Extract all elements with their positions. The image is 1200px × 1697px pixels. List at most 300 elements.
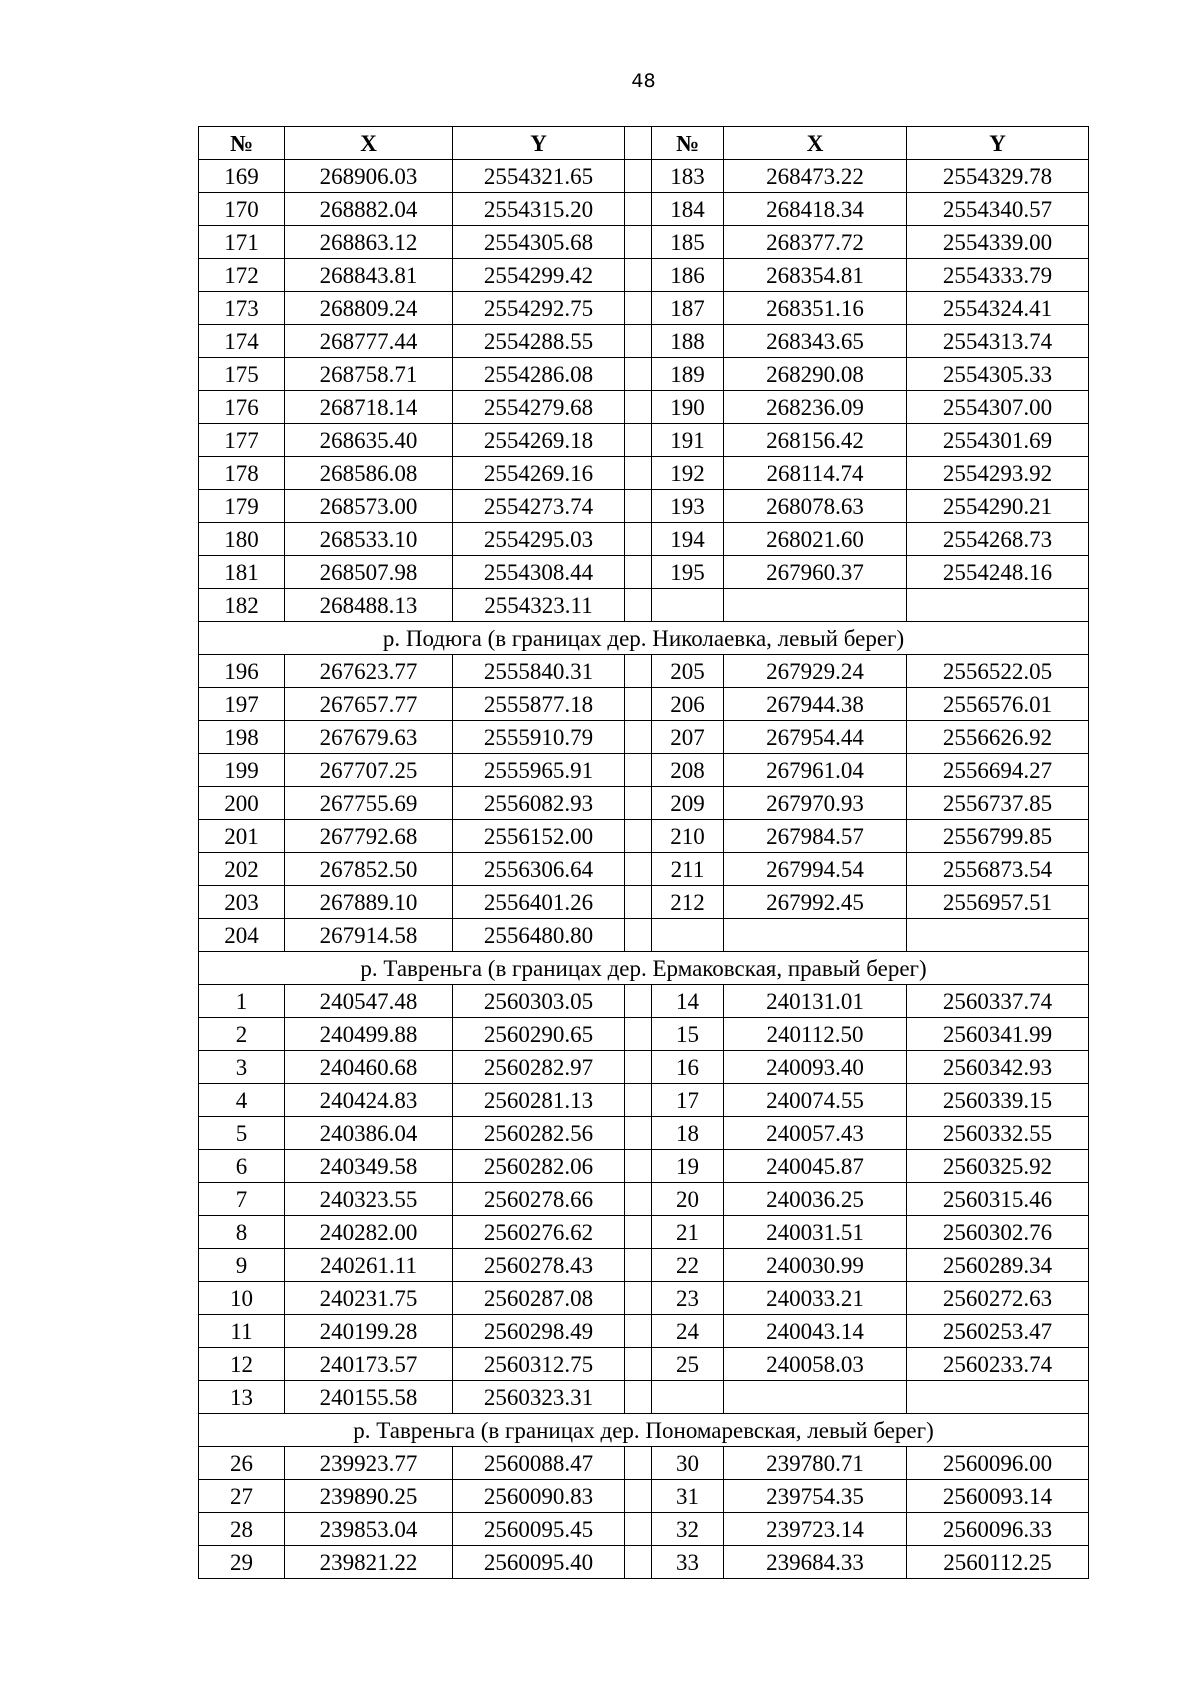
point-number-left: 203: [199, 886, 285, 919]
section-title-row: [199, 1414, 1089, 1447]
gap-cell: [625, 1084, 652, 1117]
point-number-right: 185: [652, 226, 724, 259]
gap-cell: [625, 1117, 652, 1150]
table-row: [199, 1084, 1089, 1117]
point-number-right: 192: [652, 457, 724, 490]
point-number-right: 31: [652, 1480, 724, 1513]
header-gap: [625, 127, 652, 160]
table-row: [199, 1282, 1089, 1315]
x-coordinate-right: 240033.21: [724, 1282, 907, 1315]
point-number-right: 20: [652, 1183, 724, 1216]
x-coordinate-left: 268809.24: [285, 292, 453, 325]
y-coordinate-right: 2560315.46: [907, 1183, 1089, 1216]
point-number-right: 25: [652, 1348, 724, 1381]
point-number-left: 29: [199, 1546, 285, 1579]
point-number-left: 170: [199, 193, 285, 226]
y-coordinate-right: 2560342.93: [907, 1051, 1089, 1084]
point-number-left: 178: [199, 457, 285, 490]
point-number-left: 200: [199, 787, 285, 820]
y-coordinate-right: 2560332.55: [907, 1117, 1089, 1150]
point-number-right: 193: [652, 490, 724, 523]
y-coordinate-right: 2554268.73: [907, 523, 1089, 556]
x-coordinate-right: 267961.04: [724, 754, 907, 787]
point-number-left: 198: [199, 721, 285, 754]
point-number-right: 14: [652, 985, 724, 1018]
table-row: [199, 754, 1089, 787]
x-coordinate-right: 267992.45: [724, 886, 907, 919]
x-coordinate-left: 240173.57: [285, 1348, 453, 1381]
point-number-right: 33: [652, 1546, 724, 1579]
y-coordinate-right: 2556694.27: [907, 754, 1089, 787]
y-coordinate-right: 2554293.92: [907, 457, 1089, 490]
y-coordinate-right: 2554290.21: [907, 490, 1089, 523]
x-coordinate-left: 267679.63: [285, 721, 453, 754]
point-number-left: 179: [199, 490, 285, 523]
gap-cell: [625, 1018, 652, 1051]
table-row: [199, 490, 1089, 523]
point-number-right: 209: [652, 787, 724, 820]
point-number-right: 19: [652, 1150, 724, 1183]
point-number-left: 2: [199, 1018, 285, 1051]
y-coordinate-right: 2560096.00: [907, 1447, 1089, 1480]
x-coordinate-right: 267954.44: [724, 721, 907, 754]
x-coordinate-right: 239780.71: [724, 1447, 907, 1480]
x-coordinate-right: 268418.34: [724, 193, 907, 226]
x-coordinate-left: 267792.68: [285, 820, 453, 853]
section-title: р. Тавреньга (в границах дер. Пономаревская, левый берег): [199, 1414, 1089, 1447]
point-number-right: 189: [652, 358, 724, 391]
y-coordinate-right: 2554307.00: [907, 391, 1089, 424]
gap-cell: [625, 1447, 652, 1480]
point-number-right: 211: [652, 853, 724, 886]
x-coordinate-left: 239923.77: [285, 1447, 453, 1480]
point-number-right: 191: [652, 424, 724, 457]
table-row: [199, 160, 1089, 193]
table-row: [199, 1546, 1089, 1579]
point-number-right: 195: [652, 556, 724, 589]
gap-cell: [625, 523, 652, 556]
point-number-left: 5: [199, 1117, 285, 1150]
y-coordinate-left: 2560282.97: [453, 1051, 625, 1084]
x-coordinate-right: 268354.81: [724, 259, 907, 292]
x-coordinate-left: 239853.04: [285, 1513, 453, 1546]
x-coordinate-left: 240199.28: [285, 1315, 453, 1348]
gap-cell: [625, 556, 652, 589]
y-coordinate-right: 2560289.34: [907, 1249, 1089, 1282]
point-number-left: 10: [199, 1282, 285, 1315]
gap-cell: [625, 1546, 652, 1579]
point-number-right: 205: [652, 655, 724, 688]
x-coordinate-right: 268156.42: [724, 424, 907, 457]
x-coordinate-right: 267970.93: [724, 787, 907, 820]
gap-cell: [625, 1513, 652, 1546]
x-coordinate-right: 267960.37: [724, 556, 907, 589]
x-coordinate-right: 268351.16: [724, 292, 907, 325]
gap-cell: [625, 688, 652, 721]
x-coordinate-left: 267623.77: [285, 655, 453, 688]
point-number-right: 183: [652, 160, 724, 193]
x-coordinate-left: 267755.69: [285, 787, 453, 820]
x-coordinate-left: 268533.10: [285, 523, 453, 556]
gap-cell: [625, 424, 652, 457]
gap-cell: [625, 820, 652, 853]
x-coordinate-right: 240057.43: [724, 1117, 907, 1150]
point-number-right: 186: [652, 259, 724, 292]
x-coordinate-right: 240093.40: [724, 1051, 907, 1084]
y-coordinate-right: 2560337.74: [907, 985, 1089, 1018]
y-coordinate-left: 2560090.83: [453, 1480, 625, 1513]
gap-cell: [625, 1150, 652, 1183]
y-coordinate-left: 2556152.00: [453, 820, 625, 853]
point-number-right: 194: [652, 523, 724, 556]
gap-cell: [625, 1381, 652, 1414]
y-coordinate-left: 2560282.06: [453, 1150, 625, 1183]
table-row: [199, 820, 1089, 853]
x-coordinate-right: 240031.51: [724, 1216, 907, 1249]
table-row: [199, 1183, 1089, 1216]
y-coordinate-left: 2554279.68: [453, 391, 625, 424]
point-number-left: 197: [199, 688, 285, 721]
header-number-right: №: [652, 127, 724, 160]
x-coordinate-right: 268236.09: [724, 391, 907, 424]
y-coordinate-left: 2560282.56: [453, 1117, 625, 1150]
y-coordinate-right: 2554329.78: [907, 160, 1089, 193]
x-coordinate-left: 240261.11: [285, 1249, 453, 1282]
point-number-left: 171: [199, 226, 285, 259]
y-coordinate-left: 2560323.31: [453, 1381, 625, 1414]
x-coordinate-left: 268758.71: [285, 358, 453, 391]
table-row: [199, 193, 1089, 226]
x-coordinate-left: 267707.25: [285, 754, 453, 787]
point-number-right: 212: [652, 886, 724, 919]
table-row: [199, 886, 1089, 919]
table-row: [199, 391, 1089, 424]
x-coordinate-right: [724, 919, 907, 952]
table-row: [199, 226, 1089, 259]
point-number-right: 188: [652, 325, 724, 358]
y-coordinate-right: 2556873.54: [907, 853, 1089, 886]
point-number-left: 174: [199, 325, 285, 358]
gap-cell: [625, 1282, 652, 1315]
y-coordinate-left: 2560095.40: [453, 1546, 625, 1579]
y-coordinate-right: 2560233.74: [907, 1348, 1089, 1381]
y-coordinate-right: 2554301.69: [907, 424, 1089, 457]
point-number-left: 9: [199, 1249, 285, 1282]
point-number-right: 210: [652, 820, 724, 853]
y-coordinate-right: 2554305.33: [907, 358, 1089, 391]
point-number-left: 182: [199, 589, 285, 622]
x-coordinate-right: 239754.35: [724, 1480, 907, 1513]
y-coordinate-right: 2560339.15: [907, 1084, 1089, 1117]
x-coordinate-right: 268078.63: [724, 490, 907, 523]
header-x-right: X: [724, 127, 907, 160]
y-coordinate-right: 2560272.63: [907, 1282, 1089, 1315]
table-row: [199, 1447, 1089, 1480]
x-coordinate-left: 240282.00: [285, 1216, 453, 1249]
point-number-left: 27: [199, 1480, 285, 1513]
header-y-right: Y: [907, 127, 1089, 160]
y-coordinate-right: 2560096.33: [907, 1513, 1089, 1546]
y-coordinate-left: 2555877.18: [453, 688, 625, 721]
y-coordinate-left: 2560303.05: [453, 985, 625, 1018]
header-y-left: Y: [453, 127, 625, 160]
x-coordinate-left: 267914.58: [285, 919, 453, 952]
x-coordinate-left: 240460.68: [285, 1051, 453, 1084]
point-number-right: 207: [652, 721, 724, 754]
x-coordinate-left: 240547.48: [285, 985, 453, 1018]
y-coordinate-left: 2560278.66: [453, 1183, 625, 1216]
point-number-left: 202: [199, 853, 285, 886]
point-number-left: 13: [199, 1381, 285, 1414]
x-coordinate-right: 240131.01: [724, 985, 907, 1018]
x-coordinate-left: 268843.81: [285, 259, 453, 292]
y-coordinate-left: 2556401.26: [453, 886, 625, 919]
table-header-row: [199, 127, 1089, 160]
gap-cell: [625, 655, 652, 688]
y-coordinate-right: 2560325.92: [907, 1150, 1089, 1183]
y-coordinate-right: [907, 919, 1089, 952]
x-coordinate-left: 268777.44: [285, 325, 453, 358]
x-coordinate-left: 267852.50: [285, 853, 453, 886]
point-number-right: 190: [652, 391, 724, 424]
x-coordinate-right: 268377.72: [724, 226, 907, 259]
point-number-right: 208: [652, 754, 724, 787]
point-number-right: 206: [652, 688, 724, 721]
table-row: [199, 424, 1089, 457]
point-number-right: [652, 1381, 724, 1414]
x-coordinate-right: 268290.08: [724, 358, 907, 391]
y-coordinate-left: 2556306.64: [453, 853, 625, 886]
y-coordinate-left: 2555910.79: [453, 721, 625, 754]
gap-cell: [625, 160, 652, 193]
y-coordinate-left: 2560088.47: [453, 1447, 625, 1480]
gap-cell: [625, 490, 652, 523]
y-coordinate-left: 2554308.44: [453, 556, 625, 589]
x-coordinate-right: 240112.50: [724, 1018, 907, 1051]
x-coordinate-right: 268114.74: [724, 457, 907, 490]
gap-cell: [625, 1216, 652, 1249]
gap-cell: [625, 985, 652, 1018]
point-number-left: 6: [199, 1150, 285, 1183]
point-number-right: 24: [652, 1315, 724, 1348]
point-number-left: 7: [199, 1183, 285, 1216]
gap-cell: [625, 259, 652, 292]
table-row: [199, 457, 1089, 490]
point-number-left: 8: [199, 1216, 285, 1249]
gap-cell: [625, 919, 652, 952]
y-coordinate-left: 2554299.42: [453, 259, 625, 292]
y-coordinate-left: 2556480.80: [453, 919, 625, 952]
gap-cell: [625, 325, 652, 358]
point-number-left: 180: [199, 523, 285, 556]
y-coordinate-right: 2554339.00: [907, 226, 1089, 259]
x-coordinate-left: 240349.58: [285, 1150, 453, 1183]
gap-cell: [625, 1315, 652, 1348]
x-coordinate-right: 239723.14: [724, 1513, 907, 1546]
x-coordinate-right: 268021.60: [724, 523, 907, 556]
point-number-right: 22: [652, 1249, 724, 1282]
section-title-row: [199, 622, 1089, 655]
page-number: 48: [631, 70, 656, 92]
y-coordinate-right: 2560253.47: [907, 1315, 1089, 1348]
x-coordinate-left: 239890.25: [285, 1480, 453, 1513]
x-coordinate-right: 240074.55: [724, 1084, 907, 1117]
point-number-right: [652, 589, 724, 622]
table-row: [199, 1150, 1089, 1183]
table-row: [199, 523, 1089, 556]
section-title-row: [199, 952, 1089, 985]
x-coordinate-left: 240424.83: [285, 1084, 453, 1117]
y-coordinate-right: 2556957.51: [907, 886, 1089, 919]
point-number-right: 18: [652, 1117, 724, 1150]
point-number-left: 28: [199, 1513, 285, 1546]
y-coordinate-right: 2556799.85: [907, 820, 1089, 853]
table-row: [199, 1480, 1089, 1513]
section-title: р. Тавреньга (в границах дер. Ермаковская, правый берег): [199, 952, 1089, 985]
gap-cell: [625, 457, 652, 490]
x-coordinate-left: 267657.77: [285, 688, 453, 721]
y-coordinate-left: 2556082.93: [453, 787, 625, 820]
y-coordinate-left: 2554295.03: [453, 523, 625, 556]
section-title: р. Подюга (в границах дер. Николаевка, левый берег): [199, 622, 1089, 655]
table-row: [199, 688, 1089, 721]
x-coordinate-left: 268718.14: [285, 391, 453, 424]
y-coordinate-left: 2554269.18: [453, 424, 625, 457]
y-coordinate-right: [907, 589, 1089, 622]
table-row: [199, 1117, 1089, 1150]
gap-cell: [625, 193, 652, 226]
y-coordinate-left: 2554323.11: [453, 589, 625, 622]
point-number-left: 177: [199, 424, 285, 457]
table-row: [199, 787, 1089, 820]
table-body: [199, 160, 1089, 1579]
x-coordinate-left: 240323.55: [285, 1183, 453, 1216]
y-coordinate-left: 2554286.08: [453, 358, 625, 391]
x-coordinate-right: 240036.25: [724, 1183, 907, 1216]
table-row: [199, 1513, 1089, 1546]
y-coordinate-left: 2555965.91: [453, 754, 625, 787]
x-coordinate-left: 240231.75: [285, 1282, 453, 1315]
y-coordinate-left: 2554292.75: [453, 292, 625, 325]
x-coordinate-left: 267889.10: [285, 886, 453, 919]
y-coordinate-right: 2556576.01: [907, 688, 1089, 721]
point-number-left: 11: [199, 1315, 285, 1348]
x-coordinate-left: 240499.88: [285, 1018, 453, 1051]
table-row: [199, 556, 1089, 589]
y-coordinate-left: 2560298.49: [453, 1315, 625, 1348]
x-coordinate-left: 268863.12: [285, 226, 453, 259]
point-number-left: 26: [199, 1447, 285, 1480]
gap-cell: [625, 754, 652, 787]
header-x-left: X: [285, 127, 453, 160]
y-coordinate-right: 2556522.05: [907, 655, 1089, 688]
gap-cell: [625, 787, 652, 820]
table-row: [199, 919, 1089, 952]
x-coordinate-left: 268635.40: [285, 424, 453, 457]
point-number-left: 3: [199, 1051, 285, 1084]
gap-cell: [625, 226, 652, 259]
gap-cell: [625, 391, 652, 424]
point-number-right: 16: [652, 1051, 724, 1084]
y-coordinate-left: 2560287.08: [453, 1282, 625, 1315]
x-coordinate-right: 267944.38: [724, 688, 907, 721]
point-number-left: 204: [199, 919, 285, 952]
point-number-left: 1: [199, 985, 285, 1018]
x-coordinate-right: 239684.33: [724, 1546, 907, 1579]
table-row: [199, 853, 1089, 886]
table-row: [199, 358, 1089, 391]
x-coordinate-left: 268906.03: [285, 160, 453, 193]
y-coordinate-left: 2554321.65: [453, 160, 625, 193]
x-coordinate-right: 267984.57: [724, 820, 907, 853]
header-number-left: №: [199, 127, 285, 160]
y-coordinate-left: 2560278.43: [453, 1249, 625, 1282]
table-row: [199, 1216, 1089, 1249]
x-coordinate-right: [724, 589, 907, 622]
gap-cell: [625, 1183, 652, 1216]
point-number-right: 21: [652, 1216, 724, 1249]
table-row: [199, 259, 1089, 292]
gap-cell: [625, 853, 652, 886]
point-number-right: 23: [652, 1282, 724, 1315]
gap-cell: [625, 292, 652, 325]
point-number-left: 173: [199, 292, 285, 325]
y-coordinate-right: 2554340.57: [907, 193, 1089, 226]
x-coordinate-left: 239821.22: [285, 1546, 453, 1579]
table-row: [199, 1018, 1089, 1051]
point-number-right: 17: [652, 1084, 724, 1117]
table-row: [199, 1381, 1089, 1414]
x-coordinate-left: 268507.98: [285, 556, 453, 589]
x-coordinate-right: 240058.03: [724, 1348, 907, 1381]
point-number-left: 169: [199, 160, 285, 193]
y-coordinate-left: 2560281.13: [453, 1084, 625, 1117]
x-coordinate-left: 268488.13: [285, 589, 453, 622]
gap-cell: [625, 1051, 652, 1084]
y-coordinate-left: 2560312.75: [453, 1348, 625, 1381]
table-row: [199, 985, 1089, 1018]
table-row: [199, 325, 1089, 358]
y-coordinate-left: 2554273.74: [453, 490, 625, 523]
y-coordinate-left: 2554288.55: [453, 325, 625, 358]
gap-cell: [625, 1348, 652, 1381]
point-number-left: 12: [199, 1348, 285, 1381]
gap-cell: [625, 721, 652, 754]
gap-cell: [625, 1480, 652, 1513]
point-number-left: 172: [199, 259, 285, 292]
coordinates-table: [198, 126, 1089, 1579]
x-coordinate-left: 268882.04: [285, 193, 453, 226]
y-coordinate-right: 2560112.25: [907, 1546, 1089, 1579]
point-number-left: 175: [199, 358, 285, 391]
x-coordinate-right: 267994.54: [724, 853, 907, 886]
y-coordinate-left: 2560276.62: [453, 1216, 625, 1249]
point-number-right: 184: [652, 193, 724, 226]
y-coordinate-left: 2560290.65: [453, 1018, 625, 1051]
y-coordinate-right: 2560302.76: [907, 1216, 1089, 1249]
x-coordinate-right: 240043.14: [724, 1315, 907, 1348]
table-row: [199, 655, 1089, 688]
x-coordinate-left: 268586.08: [285, 457, 453, 490]
table-row: [199, 589, 1089, 622]
table-row: [199, 1315, 1089, 1348]
table-row: [199, 1051, 1089, 1084]
x-coordinate-right: [724, 1381, 907, 1414]
gap-cell: [625, 886, 652, 919]
point-number-right: [652, 919, 724, 952]
y-coordinate-right: 2554248.16: [907, 556, 1089, 589]
y-coordinate-right: 2554333.79: [907, 259, 1089, 292]
